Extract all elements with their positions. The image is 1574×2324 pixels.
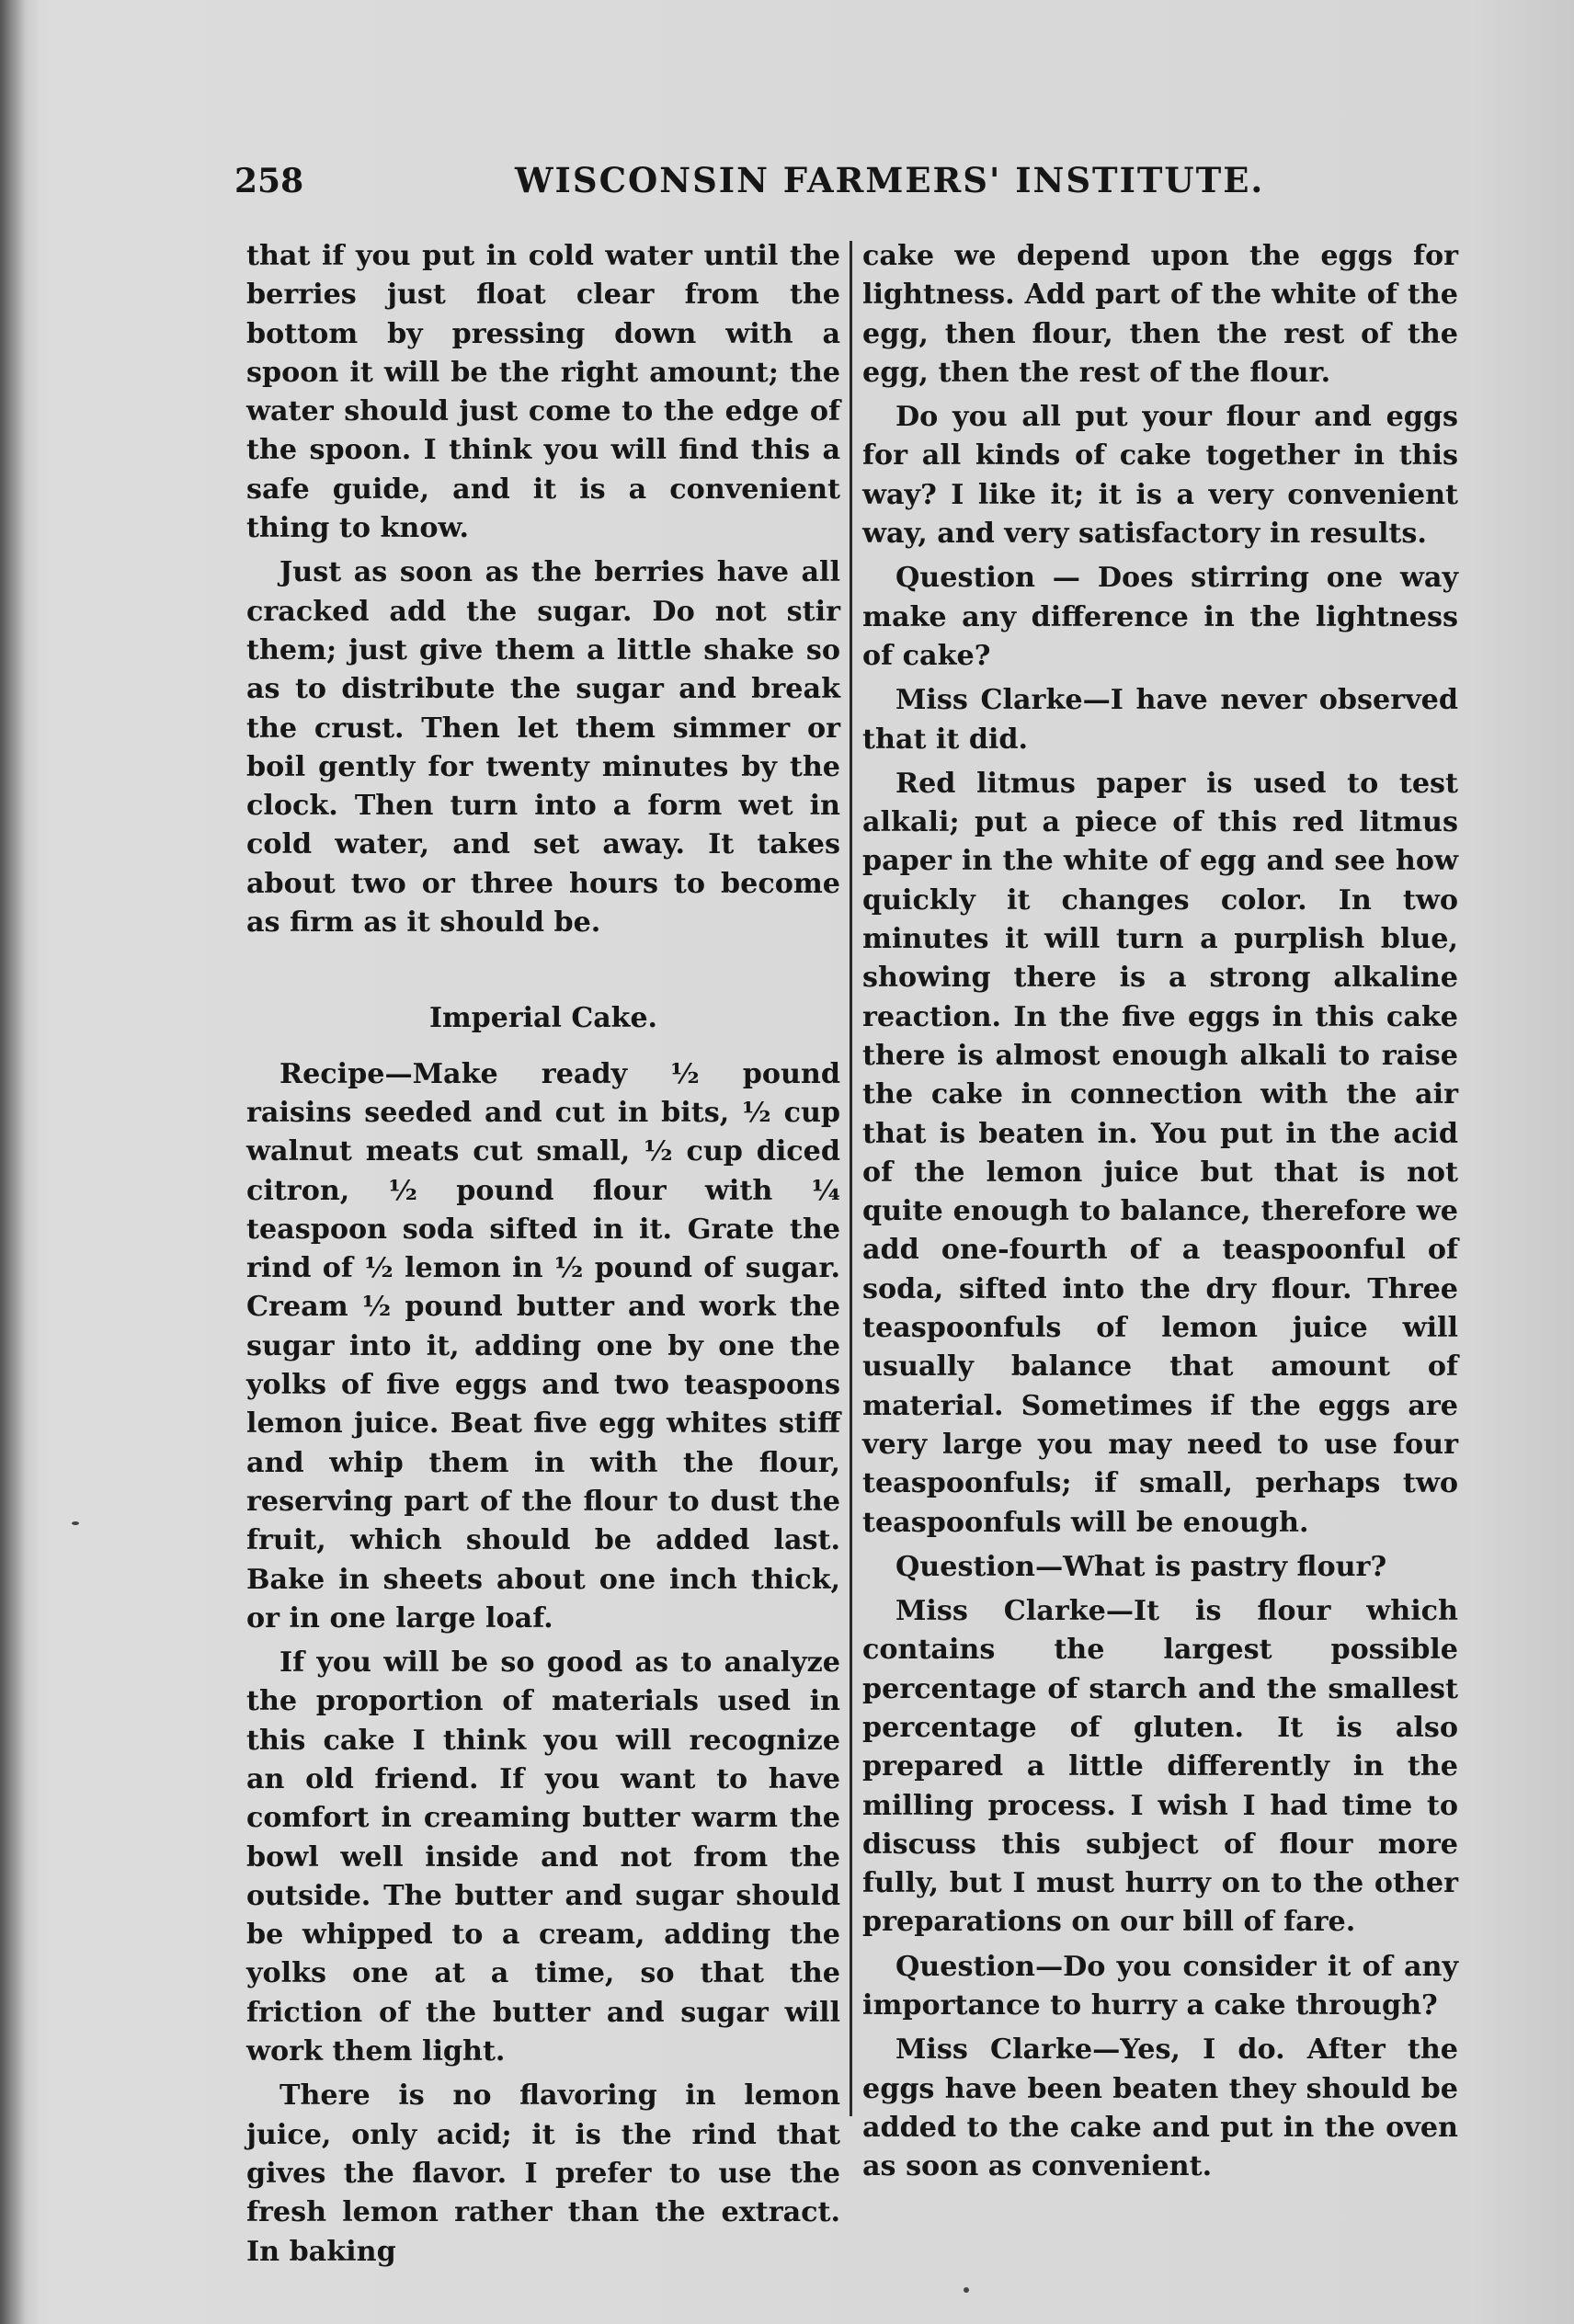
section-title: Imperial Cake. — [429, 1002, 657, 1035]
column-divider — [850, 241, 852, 2116]
paragraph: Question—Do you consider it of any importance to hurry a cake through? — [862, 1950, 1458, 2022]
paragraph: Question — Does stirring one way make any difference in the lightness of cake? — [862, 562, 1458, 672]
paragraph: Miss Clarke—It is flour which contains the largest possible percentage of starch and the smallest percentage of gluten. It is also prepared a little differently in the milling process. I wish I had time to discuss this subject of flour more fully, but I must hurry on to the other preparations on our bill of fare. — [862, 1595, 1458, 1939]
paragraph: Recipe—Make ready ½ pound raisins seeded and cut in bits, ½ cup walnut meats cut small, ½ cup diced citron, ½ pound flour with ¼ teaspoon soda sifted in it. Grate the rind of ½ lemon in ½ pound of sugar. Cream ½ pound butter and work the sugar into it, adding one by one the yolks of five eggs and two teaspoons lemon juice. Beat five egg whites stiff and whip them in with the flour, reserving part of the flour to dust the fruit, which should be added last. Bake in sheets about one inch thick, or in one large loaf. — [246, 1057, 840, 1635]
ink-speck — [964, 2287, 969, 2293]
page-number: 258 — [234, 162, 304, 200]
paragraph: cake we depend upon the eggs for lightness. Add part of the white of the egg, then flour, then the rest of the egg, then the rest of the flour. — [862, 240, 1458, 389]
paragraph: Miss Clarke—Yes, I do. After the eggs have been beaten they should be added to the cake and put in the oven as soon as convenient. — [862, 2034, 1458, 2183]
paragraph: that if you put in cold water until the berries just float clear from the bottom by pressing down with a spoon it will be the right amount; the water should just come to the edge of the spoon. I think you will find this a safe guide, and it is a convenient thing to know. — [246, 240, 840, 545]
paragraph: Do you all put your flour and eggs for all kinds of cake together in this way? I like it; it is a very convenient way, and very satisfactory in results. — [862, 401, 1458, 551]
paragraph: Question—What is pastry flour? — [895, 1550, 1387, 1583]
running-title: WISCONSIN FARMERS' INSTITUTE. — [515, 160, 1265, 200]
paragraph: Just as soon as the berries have all cracked add the sugar. Do not stir them; just give them a little shake so as to distribute the sugar and break the crust. Then let them simmer or boil gently for twenty minutes by the clock. Then turn into a form wet in cold water, and set away. It takes about two or three hours to become as firm as it should be. — [246, 556, 840, 940]
paragraph: If you will be so good as to analyze the proportion of materials used in this cake I think you will recognize an old friend. If you want to have comfort in creaming butter warm the bowl well inside and not from the outside. The butter and sugar should be whipped to a cream, adding the yolks one at a time, so that the friction of the butter and sugar will work them light. — [246, 1646, 840, 2068]
paragraph: Miss Clarke—I have never observed that it did. — [862, 684, 1458, 756]
ink-speck — [72, 1521, 79, 1525]
right-column — [862, 237, 1458, 2187]
left-column — [246, 237, 840, 2272]
page-header — [234, 158, 1265, 213]
paragraph: Red litmus paper is used to test alkali; put a piece of this red litmus paper in the white of egg and see how quickly it changes color. In two minutes it will turn a purplish blue, showing there is a strong alkaline reaction. In the five eggs in this cake there is almost enough alkali to raise the cake in connection with the air that is beaten in. You put in the acid of the lemon juice but that is not quite enough to balance, therefore we add one-fourth of a teaspoonful of soda, sifted into the dry flour. Three teaspoonfuls of lemon juice will usually balance that amount of material. Sometimes if the eggs are very large you may need to use four teaspoonfuls; if small, perhaps two teaspoonfuls will be enough. — [862, 767, 1458, 1539]
binding-shadow — [0, 0, 40, 2324]
paragraph: There is no flavoring in lemon juice, only acid; it is the rind that gives the flavor. I prefer to use the fresh lemon rather than the extract. In baking — [246, 2079, 840, 2268]
